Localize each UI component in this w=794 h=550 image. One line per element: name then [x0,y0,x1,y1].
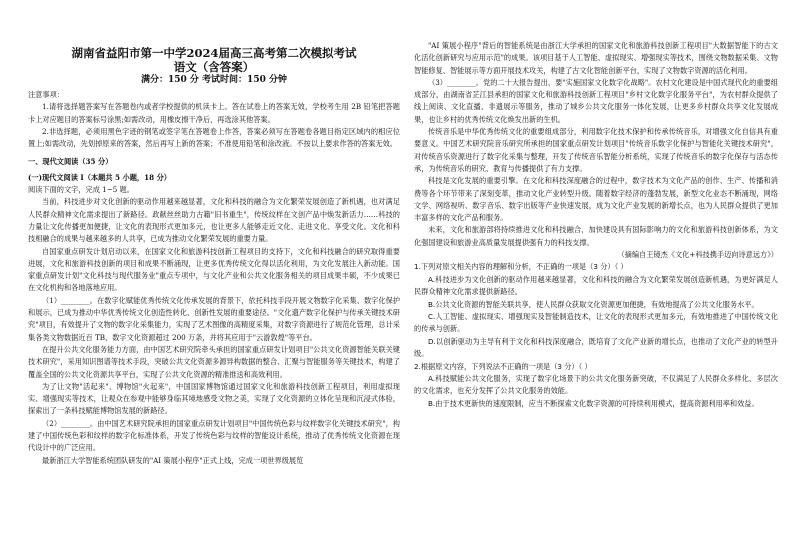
subsection-heading: (一)现代文阅读 I（本题共 5 小题，18 分） [28,172,171,182]
article-paragraph: 在提升公共文化服务能力方面，由中国艺术研究院牵头承担的国家重点研发计划项目"公共文化资源智能关联关键技术研究"，采用知识图谱等技术手段，突破公共文化资源多源异构数据的整合、汇聚与智能服务等关键技术，构建了覆盖全国的公共文化资源共享平台，实现了公共文化资源的精准推送和高效利用。 [28,344,400,379]
section-heading: 一、现代文阅读（35 分） [28,157,113,167]
exam-title: 湖南省益阳市第一中学2024届高三高考第二次模拟考试 [71,46,357,60]
note-item: 1.请将选择题答案写在答题卷内或者学校提供的机读卡上。答在试卷上的答案无效，学校考生用 2B 铅笔把答题卡上对应题目的答案标号涂黑;如需改动，用橡皮擦干净后，再选涂其他答案。 [28,102,400,124]
article-paragraph: （3）________。党的二十大报告提出，要"实施国家文化数字化战略"。农村文化建设是中国式现代化的重要组成部分，由湖南省芷江县承担的国家文化和旅游科技创新工程项目"乡村文化数字化服务平台"，为农村群众提供了线上阅读、文化直播、非遗展示等服务，推动了城乡公共文化服务一体化发展，让更多乡村群众共享文化发展成果，也让乡村的优秀传统文化焕发出新的生机。 [414,77,778,124]
exam-subtitle: 语文（含答案） [173,60,255,74]
question-option: D.以创新驱动为主导有利于文化和科技深度融合，既培育了文化产业新的增长点，也推动了文化产业的转型升级。 [414,336,778,359]
article-paragraph: 传统音乐是中华优秀传统文化的重要组成部分，利用数字化技术保护和传承传统音乐，对增强文化自信具有重要意义。中国艺术研究院音乐研究所承担的国家重点研发计划项目"传统音乐数字化保护与智能化关键技术研究"，对传统音乐资源进行了数字化采集与整理，开发了传统音乐智能分析系统，实现了传统音乐的数字化保存与活态传承，为传统音乐的研究、教育与传播提供了有力支撑。 [414,127,778,173]
article-paragraph: 自国家重点研发计划启动以来，在国家文化和旅游科技创新工程项目的支持下，文化和科技融合的研究取得重要进展，文化和旅游科技创新的项目和成果不断涌现，让更多优秀传统文化得以活化利用，为文化发展注入新动能。国家重点研发计划"文化科技与现代服务业"重点专项中，与文化产业和公共文化服务相关的项目成果丰硕，不少成果已在文化机构和各地落地应用。 [28,246,400,293]
question-option: B.公共文化资源的智能关联共享，使人民群众获取文化资源更加便捷，有效地提高了公共文化服务水平。 [428,299,759,309]
notes-heading: 注意事项： [28,90,64,99]
question-option: C.人工智能、虚拟现实、增强现实及智能制造技术，让文化的表现形式更加多元，有效地推进了中国传统文化的传承与创新。 [414,311,778,334]
article-paragraph: 为了让文物"活起来"、博物馆"火起来"，中国国家博物馆通过国家文化和旅游科技创新工程项目，利用虚拟现实、增强现实等技术，让观众在参观中能够身临其境地感受文物之美，实现了文化资源的立体化呈现和沉浸式体验，探索出了一条科技赋能博物馆发展的新路径。 [28,381,400,416]
article-paragraph: "AI 策展小程序"背后的智能系统是由浙江大学承担的国家文化和旅游科技创新工程项目"大数据智能下的古文化活化创新研究与应用示范"的成果。该项目基于人工智能、虚拟现实、增强现实等技术，围绕文物数据采集、文物智能修复、智能展示等方面开展技术攻关，构建了古文化智能创新平台，实现了文物数字资源的活化利用。 [414,41,778,75]
exam-score-info: 满分：150 分 考试时间：150 分钟 [141,75,287,85]
article-paragraph: （2）________。由中国艺术研究院承担的国家重点研发计划项目"中国传统色彩与纹样数字化关键技术研究"，构建了中国传统色彩和纹样的数字化标准体系，开发了传统色彩与纹样的智能设计系统，推动了优秀传统文化资源在现代设计中的广泛应用。 [28,418,400,453]
article-paragraph: 科技是文化发展的重要引擎。在文化和科技深度融合的过程中，数字技术为文化产品的创作、生产、传播和消费等各个环节带来了深刻变革，推动文化产业转型升级。随着数字经济的蓬勃发展，新型文化业态不断涌现，网络文学、网络视听、数字音乐、数字出版等产业快速发展，成为文化产业发展的新增长点，也为人民群众提供了更加丰富多样的文化产品和服务。 [414,176,778,223]
article-paragraph: 当前，科技进步对文化创新的驱动作用越来越显著，文化和科技的融合为文化繁荣发展创造了新机遇，也对满足人民群众精神文化需求提出了新路径。政献丝丝助力古籍"旧书重生"，传统纹样在文创产品中焕发新活力……科技的力量让文化传播更加便捷，让文化的表现形式更加多元，也让更多人能够走近文化、走进文化、享受文化。文化和科技相融合的成果与越来越多的人共享，已成为推动文化繁荣发展的重要力量。 [28,197,400,244]
article-source: （摘编自王镜杰《文化+科技携手迈向诗意远方》） [617,250,778,260]
reading-instruction: 阅读下面的文字，完成 1~5 题。 [28,185,134,195]
article-paragraph: 未来，文化和旅游部将持续推进文化和科技融合，加快建设具有国际影响力的文化和旅游科技创新体系，为文化强国建设和旅游业高质量发展提供强有力的科技支撑。 [414,225,778,247]
right-column [414,0,778,550]
question-option: A.科技进步为文化创新的驱动作用越来越显著，文化和科技的融合为文化繁荣发展创造新机遇，为更好满足人民群众精神文化需求提供新路径。 [414,274,778,297]
note-item: 2.非选择题，必须用黑色字迹的钢笔或签字笔在答题卷上作答，答案必须写在答题卷各题目指定区域内的相应位置上;如需改动，先划掉原来的答案，然后再写上新的答案；不准使用铅笔和涂改液。不按以上要求作答的答案无效。 [28,126,400,149]
article-paragraph: （1）________。在数字化赋能优秀传统文化传承发展的背景下，依托科技手段开展文物数字化采集、数字化保护和展示，已成为推动中华优秀传统文化创造性转化、创新性发展的重要途径。"文化遗产数字化保护与传承关键技术研究"项目，有效提升了文物的数字化采集能力，实现了艺术图像的高精度采集，对数字资源进行了规范化管理，总计采集各类文物数据近百 TB，数字文化资源超过 200 万条，并将其应用于"云游敦煌"等平台。 [28,295,400,342]
question-stem: 2.根据原文内容，下列说法不正确的一项是（3 分）（ ） [414,361,592,371]
question-option: B.由于技术更新快的速度限制，应当不断探索文化数字资源的可持续利用模式，提高资源利用率和效益。 [428,398,759,408]
left-column [28,0,400,550]
article-paragraph: 最新浙江大学智能系统团队研发的"AI 策展小程序"正式上线，完成一项世界级展览 [42,455,304,465]
question-stem: 1.下列对原文相关内容的理解和分析，不正确的一项是（3 分）（ ） [414,262,628,272]
question-option: A.科技赋能公共文化服务，实现了数字化场景下的公共文化服务新突破，不仅满足了人民群众多样化、多层次的文化需求，也充分发挥了公共文化服务的效能。 [414,374,778,396]
